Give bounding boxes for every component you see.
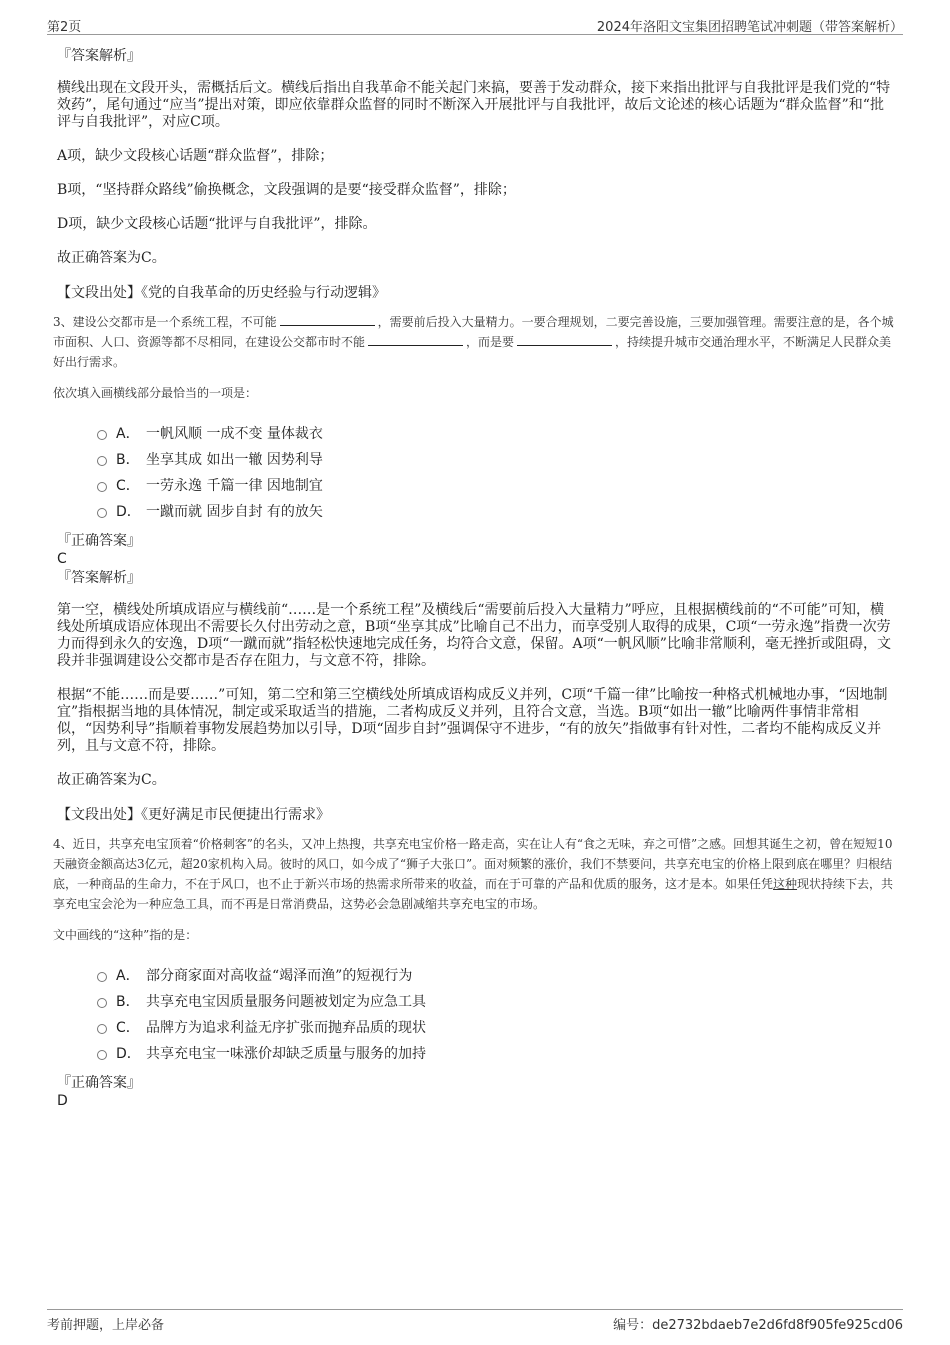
page-footer — [47, 1309, 903, 1332]
analysis-paragraph: 根据“不能……而是要……”可知，第二空和第三空横线处所填成语构成反义并列，C项“千篇一律”比喻按一种格式机械地办事，“因地制宜”指根据当地的具体情况，制定或采取适当的措施，二者构成反义并列，且符合文意，当选。B项“如出一辙”比喻两件事情非常相似，“因势利导”指顺着事物发展趋势加以引导，D项“固步自封”强调保守不进步，“有的放矢”指做事有针对性，二者均不能构成反义并列，且与文意不符，排除。 — [57, 687, 888, 754]
analysis-label: 『答案解析』 — [57, 48, 141, 64]
options-list — [97, 420, 897, 524]
analysis-paragraph: 第一空，横线处所填成语应与横线前“……是一个系统工程”及横线后“需要前后投入大量精力”呼应，且根据横线前的“不可能”可知，横线处所填成语应体现出不需要长久付出劳动之意，B项“坐享其成”比喻自己不出力，而享受别人取得的成果，C项“一劳永逸”指费一次劳力而得到永久的安逸，D项“一蹴而就”指轻松快速地完成任务，均符合文意，保留。A项“一帆风顺”比喻非常顺利，毫无挫折或阻碍，文段并非强调建设公交都市是否存在阻力，与文意不符，排除。 — [57, 602, 891, 669]
question-2-analysis — [57, 46, 897, 302]
correct-answer-label: 『正确答案』 — [57, 1075, 141, 1091]
fill-blank — [517, 333, 612, 346]
analysis-label: 『答案解析』 — [57, 570, 141, 586]
radio-icon[interactable] — [97, 430, 107, 440]
question-3 — [53, 312, 897, 402]
question-prompt: 文中画线的“这种”指的是： — [53, 928, 198, 942]
page-number: 第2页 — [47, 20, 82, 35]
question-stem: 4、近日，共享充电宝顶着“价格刺客”的名头，又冲上热搜，共享充电宝价格一路走高，实在让人有“食之无味，弃之可惜”之感。回想其诞生之初，曾在短短10天融资金额高达3亿元，超20家机构入局。彼时的风口，如今成了“狮子大张口”。面对频繁的涨价，我们不禁要问，共享充电宝的价格上限到底在哪里？归根结底，一种商品的生命力，不在于风口，也不止于新兴市场的热需求所带来的收益，而在于可靠的产品和优质的服务，这才是本。如果任凭这种现状持续下去，共享充电宝会沦为一种应急工具，而不再是日常消费品，这势必会急剧减缩共享充电宝的市场。 — [53, 837, 894, 911]
correct-answer: D — [57, 1093, 68, 1109]
analysis-conclusion: 故正确答案为C。 — [57, 772, 166, 788]
correct-answer: C — [57, 551, 67, 567]
correct-answer-label: 『正确答案』 — [57, 533, 141, 549]
radio-icon[interactable] — [97, 1024, 107, 1034]
option-c[interactable]: C． 一劳永逸 千篇一律 因地制宜 — [97, 472, 897, 498]
underlined-phrase: 这种 — [773, 877, 798, 891]
question-prompt: 依次填入画横线部分最恰当的一项是： — [53, 386, 258, 400]
radio-icon[interactable] — [97, 482, 107, 492]
question-4 — [53, 834, 897, 944]
option-c[interactable]: C． 品牌方为追求利益无序扩张而抛弃品质的现状 — [97, 1014, 897, 1040]
analysis-paragraph: B项，“坚持群众路线”偷换概念，文段强调的是要“接受群众监督”，排除； — [57, 182, 516, 198]
passage-source: 【文段出处】《党的自我革命的历史经验与行动逻辑》 — [57, 285, 386, 301]
options-list — [97, 962, 897, 1066]
analysis-paragraph: D项，缺少文段核心话题“批评与自我批评”，排除。 — [57, 216, 377, 232]
page-header — [47, 12, 903, 35]
footer-slogan: 考前押题，上岸必备 — [47, 1318, 165, 1333]
radio-icon[interactable] — [97, 972, 107, 982]
option-a[interactable]: A． 部分商家面对高收益“竭泽而渔”的短视行为 — [97, 962, 897, 988]
document-code: 编号：de2732bdaeb7e2d6fd8f905fe925cd06 — [613, 1318, 903, 1333]
option-d[interactable]: D． 共享充电宝一味涨价却缺乏质量与服务的加持 — [97, 1040, 897, 1066]
option-d[interactable]: D． 一蹴而就 固步自封 有的放矢 — [97, 498, 897, 524]
option-b[interactable]: B． 共享充电宝因质量服务问题被划定为应急工具 — [97, 988, 897, 1014]
radio-icon[interactable] — [97, 508, 107, 518]
passage-source: 【文段出处】《更好满足市民便捷出行需求》 — [57, 807, 330, 823]
analysis-conclusion: 故正确答案为C。 — [57, 250, 166, 266]
analysis-paragraph: 横线出现在文段开头，需概括后文。横线后指出自我革命不能关起门来搞，要善于发动群众，接下来指出批评与自我批评是我们党的“特效药”，尾句通过“应当”提出对策，即应依靠群众监督的同时不断深入开展批评与自我批评，故后文论述的核心话题为“群众监督”和“批评与自我批评”，对应C项。 — [57, 80, 891, 130]
document-title: 2024年洛阳文宝集团招聘笔试冲刺题（带答案解析） — [596, 20, 903, 35]
analysis-paragraph: A项，缺少文段核心话题“群众监督”，排除； — [57, 148, 334, 164]
option-b[interactable]: B． 坐享其成 如出一辙 因势利导 — [97, 446, 897, 472]
fill-blank — [368, 333, 463, 346]
fill-blank — [280, 313, 375, 326]
question-stem: 3、建设公交都市是一个系统工程，不可能 ，需要前后投入大量精力。一要合理规划，二要完善设施，三要加强管理。需要注意的是，各个城市面积、人口、资源等都不尽相同，在建设公交都市时不能 ，而是要 ，持续提升城市交通治理水平，不断满足人民群众美好出行需求。 — [53, 315, 894, 369]
page-content — [53, 46, 897, 1110]
radio-icon[interactable] — [97, 456, 107, 466]
option-a[interactable]: A． 一帆风顺 一成不变 量体裁衣 — [97, 420, 897, 446]
radio-icon[interactable] — [97, 998, 107, 1008]
radio-icon[interactable] — [97, 1050, 107, 1060]
